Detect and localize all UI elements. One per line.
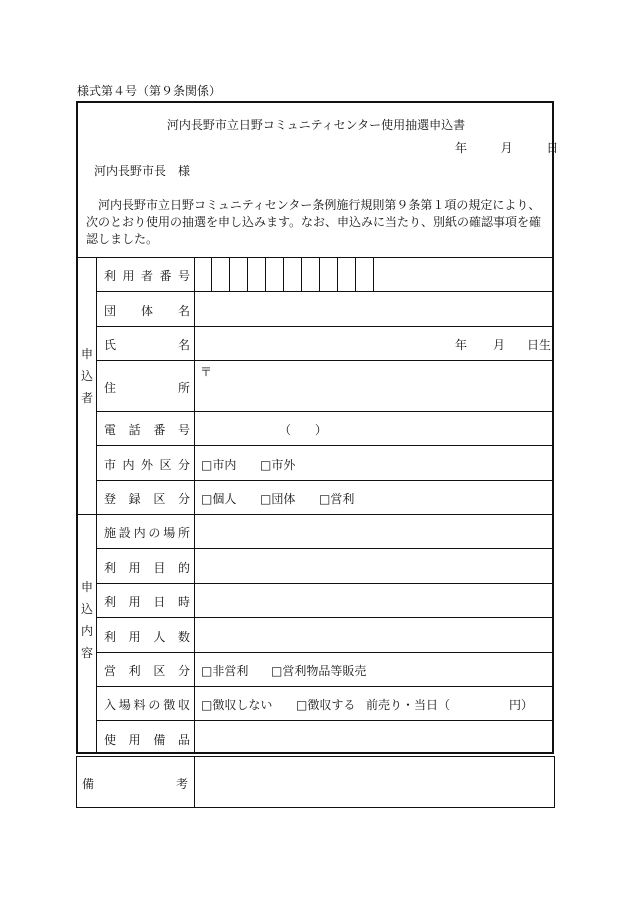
user-number-box-rule [373, 257, 374, 291]
user-number-label: 利 用 者 番 号 [104, 269, 190, 283]
date-month: 月 [500, 141, 513, 155]
row-rule [96, 445, 554, 446]
form-title: 河内長野市立日野コミュニティセンター使用抽選申込書 [166, 118, 466, 132]
registration-option-group[interactable]: □団体 [260, 492, 296, 506]
applicant-heading: 申 込 者 [80, 347, 93, 405]
attendees-label: 利 用 人 数 [104, 630, 190, 644]
residence-option-inside[interactable]: □市内 [201, 458, 237, 472]
address-label: 住 所 [104, 381, 190, 395]
purpose-label: 利 用 目 的 [104, 561, 190, 575]
date-day: 日 [546, 141, 559, 155]
label-column-rule [194, 257, 195, 753]
remarks-column-rule [194, 756, 195, 808]
fee-presale-text: 前売り・当日（ [366, 698, 451, 712]
user-number-box-rule [283, 257, 284, 291]
user-number-box-rule [337, 257, 338, 291]
user-number-box-rule [355, 257, 356, 291]
phone-area-open: （ [279, 423, 292, 437]
row-rule [96, 291, 554, 292]
user-number-box-rule [301, 257, 302, 291]
admission-fee-label: 入 場 料 の 徴 収 [104, 698, 190, 712]
equipment-label: 使 用 備 品 [104, 733, 190, 747]
facility-location-label: 施 設 内 の 場 所 [104, 526, 190, 540]
row-rule [96, 617, 554, 618]
business-type-label: 営 利 区 分 [104, 664, 190, 678]
row-rule [96, 548, 554, 549]
registration-label: 登 録 区 分 [104, 492, 190, 506]
addressee: 河内長野市長 様 [94, 164, 191, 178]
row-rule [96, 686, 554, 687]
business-option-nonprofit[interactable]: □非営利 [201, 664, 249, 678]
residence-option-outside[interactable]: □市外 [260, 458, 296, 472]
section-rule [77, 514, 554, 515]
phone-area-close: ） [315, 423, 328, 437]
registration-option-commercial[interactable]: □営利 [319, 492, 355, 506]
row-rule [96, 720, 554, 721]
user-number-box-rule [319, 257, 320, 291]
row-rule [96, 652, 554, 653]
row-rule [96, 583, 554, 584]
user-number-box-rule [211, 257, 212, 291]
content-heading: 申 込 内 容 [80, 580, 93, 660]
row-rule [96, 360, 554, 361]
birth-date: 年 月 日生 [455, 338, 552, 352]
heading-column-rule [96, 257, 97, 753]
group-name-label: 団 体 名 [104, 304, 190, 318]
fee-option-collect[interactable]: □徴収する [296, 698, 356, 712]
row-rule [96, 480, 554, 481]
fee-option-none[interactable]: □徴収しない [201, 698, 273, 712]
user-number-box-rule [229, 257, 230, 291]
postal-mark: 〒 [200, 365, 213, 379]
row-rule [96, 411, 554, 412]
name-label: 氏 名 [104, 338, 190, 352]
business-option-sales[interactable]: □営利物品等販売 [271, 664, 367, 678]
user-number-box-rule [247, 257, 248, 291]
row-rule [96, 326, 554, 327]
remarks-label: 備 考 [82, 777, 188, 791]
usage-datetime-label: 利 用 日 時 [104, 595, 190, 609]
residence-label: 市 内 外 区 分 [104, 458, 190, 472]
phone-label: 電 話 番 号 [104, 423, 190, 437]
application-statement: 河内長野市立日野コミュニティセンター条例施行規則第９条第１項の規定により、次のとおり使用の抽選を申し込みます。なお、申込みに当たり、別紙の確認事項を確認しました。 [86, 198, 542, 246]
table-top-rule [77, 257, 554, 258]
form-number: 様式第４号（第９条関係） [77, 84, 222, 98]
submission-date [455, 139, 558, 156]
user-number-box-rule [265, 257, 266, 291]
fee-unit: 円） [509, 698, 534, 712]
registration-option-individual[interactable]: □個人 [201, 492, 237, 506]
date-year: 年 [455, 141, 468, 155]
